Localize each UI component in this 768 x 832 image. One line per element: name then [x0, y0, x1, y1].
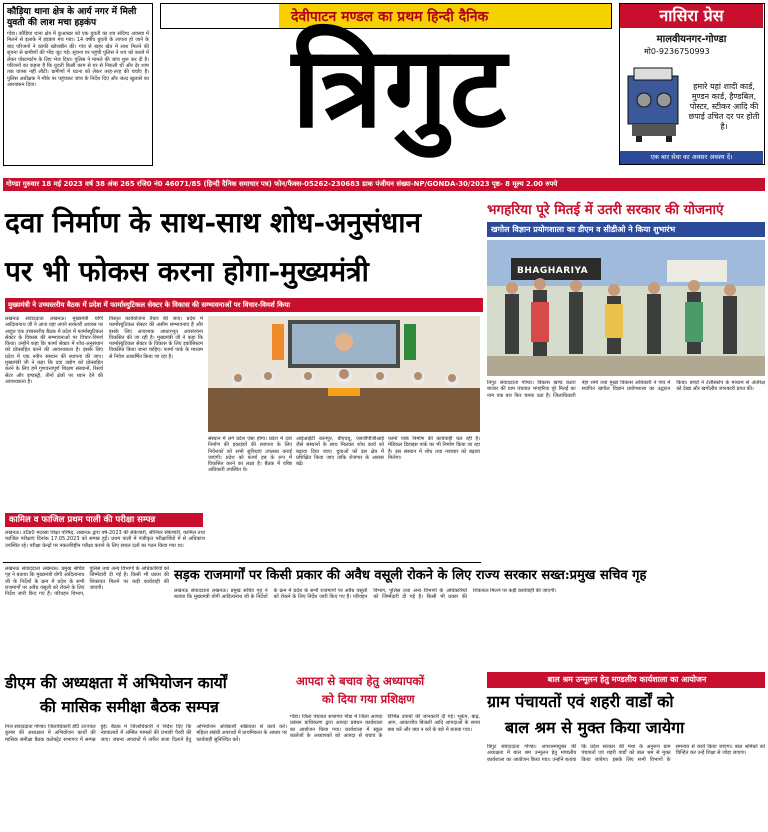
top-left-headline: कौड़िया थाना क्षेत्र के आर्य नगर में मिली युवती की लाश मचा हड़कंप [7, 7, 137, 28]
disaster-headline-1: आपदा से बचाव हेतु अध्यापकों [296, 674, 425, 688]
child-labour-tag: बाल श्रम उन्मूलन हेतु मण्डलीय कार्यशाला का आयोजन [547, 675, 707, 684]
inauguration-photo [487, 240, 765, 376]
child-labour-headline-2: बाल श्रम से मुक्त किया जायेगा [505, 718, 685, 737]
press-advertisement [619, 3, 765, 165]
disaster-headline-2: को दिया गया प्रशिक्षण [322, 692, 415, 706]
lead-column-5: फार्मा पार्क निर्माण की कार्यवाही चल रही है। मेडिकल डिवाइस पार्क का भी निर्माण किया जा रहा है। इस संस्थान में शोध तथा नवाचार को बढ़ावा मिलेगा। [388, 436, 480, 461]
exam-headline: कामिल व फाजिल प्रथम पाली की परीक्षा सम्पन्न [9, 515, 156, 525]
right-top-subhead: खगोल विज्ञान प्रयोगशाला का डीएम व सीडीओ ने किया शुभारंभ [491, 225, 676, 234]
divider [3, 562, 481, 563]
newspaper-title: त्रिगुट [291, 23, 509, 153]
child-labour-headline-1: ग्राम पंचायतों एवं शहरी वार्डों को [487, 692, 674, 711]
dm-headline-1: डीएम की अध्यक्षता में अभियोजन कार्यों [5, 673, 227, 692]
right-top-headline: भगहरिया पूरे मितई में उतरी सरकार की योजनाएं [487, 202, 724, 218]
ad-brand: नासिरा प्रेस [620, 4, 763, 28]
disaster-body: गोंडा। जिला पंचायत सभागार गोंडा में जिला आपदा प्रबंधन प्राधिकरण द्वारा आपदा प्रबंधन कार्यशाला का आयोजन किया गया। कार्यशाला में स्कूल कालेजों के अध्यापकों को आपदा से बचाव के विभिन्न उपायों की जानकारी दी गई। भूकंप, बाढ़, आग, आकाशीय बिजली आदि आपदाओं के समय क्या करें और क्या न करें के बारे में बताया गया। [290, 714, 480, 739]
top-left-news-box [3, 3, 153, 166]
lead-column-4: आईआईटी कानपुर, बीएचयू, एसजीपीजीआई जैसे संस्थानों के साथ मिलकर शोध कार्य को बढ़ावा दिया जाए। युवाओं को इस क्षेत्र में प्रशिक्षित किया जाए ताकि रोजगार के अवसर बढ़ें। [296, 436, 384, 468]
lead-column-2: विस्तृत कार्ययोजना तैयार की जाए। प्रदेश में फार्मास्युटिकल सेक्टर की असीम सम्भावनाएं हैं और इसके लिए आवश्यक आधारभूत अवसंरचना विकसित की जा रही है। मुख्यमंत्री जी ने कहा कि फार्मास्युटिकल सेक्टर के विकास के लिए इकोसिस्टम विकसित किया जाना चाहिए। फार्मा पार्क के माध्यम से निवेश आकर्षित किया जा रहा है। [109, 316, 203, 360]
road-headline: सड़क राजमार्गों पर किसी प्रकार की अवैध वसूली रोकने के लिए राज्य सरकार सख्त:प्रमुख सचिव गृह [174, 568, 647, 583]
lead-subhead-text: मुख्यमंत्री ने उच्चस्तरीय बैठक में प्रदेश में फार्मास्युटिकल सेक्टर के विकास की सम्भावनाओं पर विचार-विमर्श किया [8, 301, 290, 309]
lead-headline-2: पर भी फोकस करना होगा-मुख्यमंत्री [5, 255, 369, 288]
child-labour-body: त्रिगुट संवाददाता गोण्डा। अपरश्रमायुक्त की अध्यक्षता में बाल श्रम उन्मूलन हेतु मण्डलीय कार्यशाला का आयोजन किया गया। उन्होंने बताया कि प्रदेश सरकार की मंशा के अनुरूप ग्राम पंचायतों एवं शहरी वार्डों को बाल श्रम से मुक्त किया जायेगा। इसके लिए सभी विभागों के समन्वय से कार्य किया जाएगा। बाल श्रमिकों को चिन्हित कर उन्हें शिक्षा से जोड़ा जाएगा। [487, 744, 765, 763]
lead-headline-1: दवा निर्माण के साथ-साथ शोध-अनुसंधान [5, 206, 421, 239]
road-body-continued: लखनऊ संवाददाता लखनऊ। प्रमुख सचिव गृह ने बताया कि मुख्यमंत्री योगी आदित्यनाथ जी के निर्देशों के क्रम में प्रदेश के सभी राजमार्गों पर अवैध वसूली को रोकने के लिए निर्देश जारी किए गए हैं। परिवहन विभाग, पुलिस तथा अन्य विभागों के अधिकारियों को जिम्मेदारी दी गई है। किसी भी प्रकार की शिकायत मिलने पर कड़ी कार्यवाही की जाएगी। [174, 588, 557, 601]
road-body: लखनऊ संवाददाता लखनऊ। प्रमुख सचिव गृह ने बताया कि मुख्यमंत्री योगी आदित्यनाथ जी के निर्देशों के क्रम में प्रदेश के सभी राजमार्गों पर अवैध वसूली को रोकने के लिए निर्देश जारी किए गए हैं। परिवहन विभाग, पुलिस तथा अन्य विभागों के अधिकारियों को जिम्मेदारी दी गई है। किसी भी प्रकार की शिकायत मिलने पर कड़ी कार्यवाही की जाएगी। [5, 566, 169, 598]
ad-footer: एक बार सेवा का अवसर अवश्य दें। [620, 151, 763, 164]
dateline: गोण्डा गुरुवार 18 मई 2023 वर्ष 38 अंक 265 रजि0 नं0 46071/85 (हिन्दी दैनिक समाचार पत्र) फोन/फैक्स-05262-230683 डाक पंजीयन संख्या-NP/GONDA-30/2023 पृष्ठ- 8 मूल्य 2.00 रुपये [6, 180, 558, 188]
printing-machine-icon [624, 62, 686, 144]
ad-text: हमारे यहां शादी कार्ड, मुण्डन कार्ड, हैण्डबिल, पोस्टर, स्टीकर आदि की छपाई उचित दर पर होती है। [688, 82, 760, 131]
tagline: देवीपाटन मण्डल का प्रथम हिन्दी दैनिक [291, 9, 489, 25]
meeting-photo [208, 316, 480, 432]
ad-location: मालवीयनगर-गोण्डा [656, 34, 727, 45]
dm-body: निज संवाददाता गोण्डा। जिलाधिकारी डॉ0 उज्ज्वल कुमार की अध्यक्षता में अभियोजन कार्यों की मासिक समीक्षा बैठक कलेक्ट्रेट सभागार में सम्पन्न हुई। बैठक में जिलाधिकारी ने निर्देश दिए कि न्यायालयों में लम्बित मामलों की प्रभावी पैरवी की जाए। जघन्य अपराधों में त्वरित सजा दिलाने हेतु अभियोजन अधिकारी सक्रियता से कार्य करें। महिला संबंधी अपराधों में प्राथमिकता के आधार पर कार्यवाही सुनिश्चित करें। [5, 724, 287, 743]
bhagharia-banner: BHAGHARIYA [517, 266, 589, 276]
exam-body: लखनऊ। उ0प्र0 मदरसा शिक्षा परिषद, लखनऊ द्वारा वर्ष-2023 की सेकेण्डरी, सीनियर सेकेण्डरी, कामिल तथा फाजिल परीक्षाएं दिनांक 17.05.2023 को सम्पन्न हुईं। प्रथम पाली में पंजीकृत परीक्षार्थियों में से अधिकांश उपस्थित रहे। परीक्षा केन्द्रों पर नकलविहीन परीक्षा कराने के लिए सचल दलों का गठन किया गया था। [5, 530, 205, 549]
lead-column-1: लखनऊ संवाददाता लखनऊ। मुख्यमंत्री योगी आदित्यनाथ जी ने आज यहां अपने सरकारी आवास पर आहूत एक उच्चस्तरीय बैठक में प्रदेश में फार्मास्युटिकल सेक्टर के विकास की सम्भावनाओं पर विचार-विमर्श किया। उन्होंने कहा कि फार्मा सेक्टर में शोध-अनुसंधान को प्रोत्साहित करने की आवश्यकता है। इसके लिए प्रदेश में एक नवीन संस्थान की स्थापना की जाए। मुख्यमंत्री जी ने कहा कि दवा उद्योग को प्रोत्साहित करने के लिए हमें गुणवत्तापूर्ण शिक्षण संस्थानों, रिसर्च सेंटर और इण्डस्ट्री, तीनों क्षेत्रों पर ध्यान देने की आवश्यकता है। [5, 316, 103, 385]
top-left-body: गोंडा। कौड़िया थाना क्षेत्र में कुआखर को एक युवती का शव संदिग्ध अवस्था में मिलने से इलाके में हड़कंप मच गया। 14 वर्षीय युवती के लापता हो जाने के बाद परिजनों ने काफी खोजबीन की। गांव से बाहर खेत में लाश मिलने की सूचना से ग्रामीणों की भीड़ जुट गई। सूचना पर पहुंची पुलिस ने शव को कब्जे में लेकर पोस्टमार्टम के लिए भेज दिया। पुलिस ने मामले की जांच शुरू कर दी है। परिजनों का कहना है कि युवती किसी काम से घर से निकली थी और देर शाम तक वापस नहीं लौटी। ग्रामीणों में घटना को लेकर तरह-तरह की चर्चाएं हैं। पुलिस अधीक्षक ने मौके पर पहुंचकर जांच के निर्देश दिए और जल्द खुलासे का आश्वासन दिया। [7, 31, 149, 89]
right-top-body: तिगुट संवाददाता गोण्डा। विकास खण्ड कटरा बाजार की ग्राम पंचायत भगहरिया पूरे मितई का नाम एक बार फिर चमक उठा है। जिलाधिकारी नेहा शर्मा तथा मुख्य विकास अधिकारी ने गांव में स्थापित खगोल विज्ञान प्रयोगशाला का उद्घाटन किया। बच्चों ने टेलीस्कोप के माध्यम से अंतरिक्ष को देखा और खगोलीय जानकारी प्राप्त की। [487, 380, 765, 399]
lead-column-3: संस्थान में लगे प्रदेश ऐसा होगा। प्रदेश में दवा निर्माण की इकाइयों की स्थापना के लिए निवेशकों को सभी सुविधाएं उपलब्ध कराई जाएंगी। प्रदेश को फार्मा हब के रूप में विकसित करने का लक्ष्य है। बैठक में वरिष्ठ अधिकारी उपस्थित थे। [208, 436, 292, 474]
ad-phone: मो0-9236750993 [644, 47, 710, 56]
dm-headline-2: की मासिक समीक्षा बैठक सम्पन्न [40, 697, 219, 716]
